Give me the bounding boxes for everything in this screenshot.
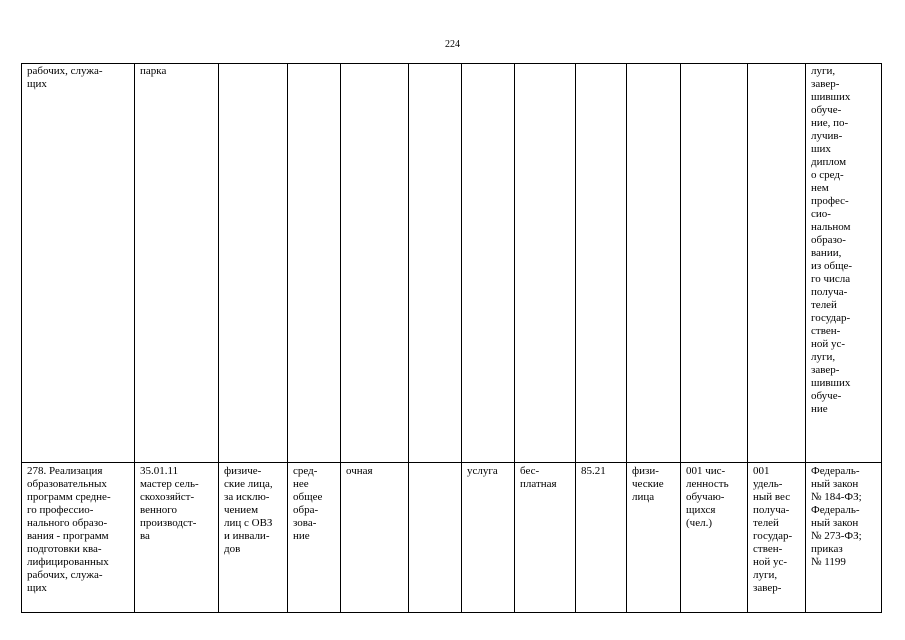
table-cell-type: услуга (462, 463, 515, 613)
table-cell-okved (576, 64, 627, 463)
table-cell-service-name: рабочих, служа- щих (22, 64, 135, 463)
table-cell-service-name: 278. Реализация образовательных программ средне- го профессио- нального образо- вания - программ подготовки ква- лифицированных рабочих, служа- щих (22, 463, 135, 613)
services-table (21, 63, 882, 613)
table-cell-study-form (341, 64, 409, 463)
page-number: 224 (445, 39, 460, 50)
table-cell-quality-indicator (748, 64, 806, 463)
table-cell-study-form: очная (341, 463, 409, 613)
table-cell-program-code: 35.01.11 мастер сель- скохозяйст- венного производст- ва (135, 463, 219, 613)
table-cell-quality-indicator: 001 удель- ный вес получа- телей государ- ствен- ной ус- луги, завер- (748, 463, 806, 613)
table-cell-volume-indicator (681, 64, 748, 463)
table-cell-category (219, 64, 288, 463)
table-cell-empty (409, 64, 462, 463)
table-cell-volume-indicator: 001 чис- ленность обучаю- щихся (чел.) (681, 463, 748, 613)
table-cell-empty (409, 463, 462, 613)
table-cell-education-level (288, 64, 341, 463)
table-cell-education-level: сред- нее общее обра- зова- ние (288, 463, 341, 613)
table-cell-payment: бес- платная (515, 463, 576, 613)
table-cell-okved: 85.21 (576, 463, 627, 613)
table-cell-payment (515, 64, 576, 463)
table-row (22, 64, 882, 463)
table-cell-recipients (627, 64, 681, 463)
table-cell-recipients: физи- ческие лица (627, 463, 681, 613)
table-cell-legal-basis: Федераль- ный закон № 184-ФЗ; Федераль- ный закон № 273-ФЗ; приказ № 1199 (806, 463, 882, 613)
table-cell-type (462, 64, 515, 463)
table-cell-legal-basis: луги, завер- шивших обуче- ние, по- лучив- ших диплом о сред- нем профес- сио- нальном образо- вании, из обще- го числа получа- телей государ- ствен- ной ус- луги, завер- шивших обуче- ние (806, 64, 882, 463)
table-cell-category: физиче- ские лица, за исклю- чением лиц с ОВЗ и инвали- дов (219, 463, 288, 613)
table-cell-program-code: парка (135, 64, 219, 463)
table-row (22, 463, 882, 613)
